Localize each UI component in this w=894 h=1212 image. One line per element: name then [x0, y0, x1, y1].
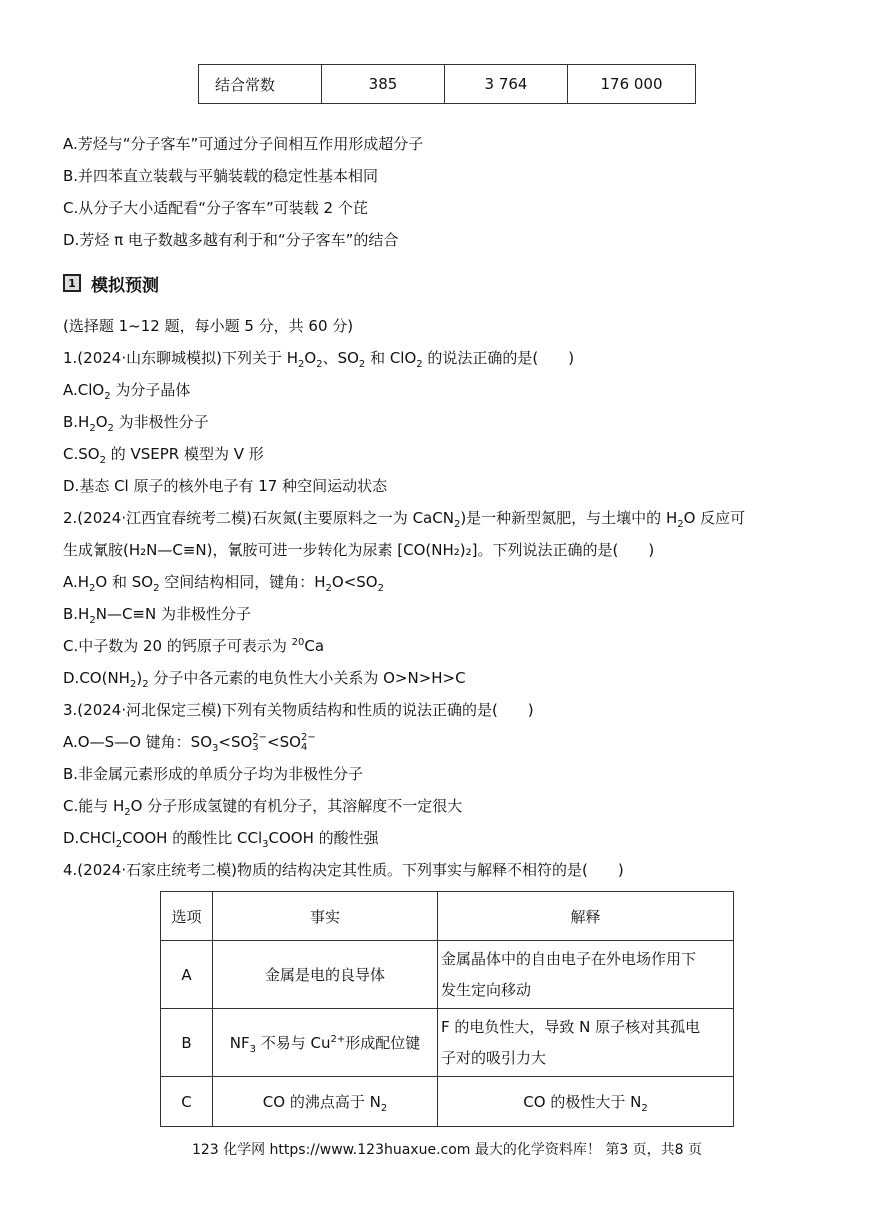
question-4-table — [160, 891, 734, 1127]
option-a: A.芳烃与“分子客车”可通过分子间相互作用形成超分子 — [63, 135, 424, 153]
table-cell: 金属晶体中的自由电子在外电场作用下 发生定向移动 — [438, 941, 734, 1009]
table-cell: $NF_3$ 不易与 $Cu^{2+}$形成配位键 — [213, 1009, 438, 1077]
question-2-stem-line2: 生成氰胺(H₂N—C≡N)，氰胺可进一步转化为尿素 [CO(NH₂)₂]。下列说法正确的是( ) — [63, 541, 655, 559]
table-cell: A — [161, 941, 213, 1009]
question-3-option-a: A.O—S—O 键角：$SO_3<SO$ 2− 3 <SO 2− 4 — [63, 731, 316, 754]
table-cell: 金属是电的良导体 — [213, 941, 438, 1009]
section-number-icon: 1 — [63, 274, 81, 292]
table-row — [161, 1009, 734, 1077]
binding-constant-table — [198, 64, 696, 104]
option-c: C.从分子大小适配看“分子客车”可装载 2 个芘 — [63, 199, 368, 217]
table-cell: 385 — [322, 65, 445, 104]
question-2-stem-line1: 2.(2024·江西宜春统考二模)石灰氮(主要原料之一为 CaCN$_2$)是一种新型氮肥，与土壤中的 $H_2O$ 反应可 — [63, 509, 746, 530]
table-cell: B — [161, 1009, 213, 1077]
page-footer: 123 化学网 https://www.123huaxue.com 最大的化学资料库！ 第3 页，共8 页 — [191, 1142, 703, 1158]
table-row — [161, 941, 734, 1009]
section-title: 模拟预测 — [91, 275, 159, 296]
instructions: (选择题 1~12 题，每小题 5 分，共 60 分) — [63, 317, 354, 335]
table-row — [161, 1077, 734, 1127]
question-2-option-b: $B.H_2N—C\equiv N$ 为非极性分子 — [63, 605, 251, 626]
question-2-option-a: $A.H_2O$ 和 $SO_2$ 空间结构相同，键角：$H_2O<SO_2$ — [63, 573, 384, 594]
question-1-option-d: D.基态 Cl 原子的核外电子有 17 种空间运动状态 — [63, 477, 388, 495]
table-cell: CO 的沸点高于 $N_2$ — [213, 1077, 438, 1127]
section-header — [63, 270, 179, 296]
table-label: 结合常数 — [199, 65, 322, 104]
table-header: 选项 — [161, 892, 213, 941]
option-b: B.并四苯直立装载与平躺装载的稳定性基本相同 — [63, 167, 379, 185]
table-header: 解释 — [438, 892, 734, 941]
question-3-option-c: C.能与 $H_2O$ 分子形成氢键的有机分子，其溶解度不一定很大 — [63, 797, 463, 818]
table-cell: CO 的极性大于 $N_2$ — [438, 1077, 734, 1127]
question-3-option-b: B.非金属元素形成的单质分子均为非极性分子 — [63, 765, 364, 783]
table-cell: 176 000 — [568, 65, 696, 104]
question-1-option-c: $C.SO_2$ 的 VSEPR 模型为 V 形 — [63, 445, 264, 466]
table-cell: C — [161, 1077, 213, 1127]
option-d: D.芳烃 π 电子数越多越有利于和“分子客车”的结合 — [63, 231, 399, 249]
table-cell: F 的电负性大，导致 N 原子核对其孤电 子对的吸引力大 — [438, 1009, 734, 1077]
question-3-option-d: D.CHCl$_2$COOH 的酸性比 CCl$_3$COOH 的酸性强 — [63, 829, 379, 850]
question-4-stem: 4.(2024·石家庄统考二模)物质的结构决定其性质。下列事实与解释不相符的是( ) — [63, 861, 624, 879]
question-1-stem: 1.(2024·山东聊城模拟)下列关于 $H_2O_2$、$SO_2$ 和 ClO$_2$ 的说法正确的是( ) — [63, 349, 575, 370]
question-3-stem: 3.(2024·河北保定三模)下列有关物质结构和性质的说法正确的是( ) — [63, 701, 534, 719]
question-1-option-a: A.ClO$_2$ 为分子晶体 — [63, 381, 191, 402]
table-cell: 3 764 — [445, 65, 568, 104]
question-1-option-b: $B.H_2O_2$ 为非极性分子 — [63, 413, 209, 434]
question-2-option-c: C.中子数为 20 的钙原子可表示为 $^{20}$Ca — [63, 637, 325, 655]
question-2-option-d: $D.CO(NH_2)_2$ 分子中各元素的电负性大小关系为 O>N>H>C — [63, 669, 466, 690]
table-header: 事实 — [213, 892, 438, 941]
